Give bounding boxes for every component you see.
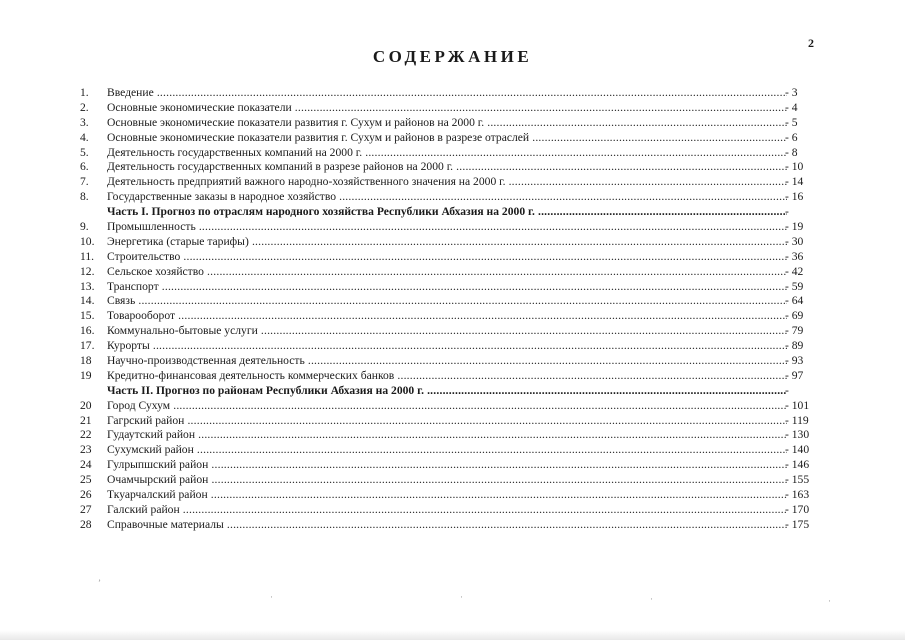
toc-entry-title: Гулрыпшский район ..... <box>107 458 787 473</box>
toc-entry-number: 3. <box>80 115 89 129</box>
toc-entry-page: - 101 <box>785 398 810 412</box>
toc-entry-number: 14. <box>80 294 95 308</box>
page-number: 2 <box>808 36 814 50</box>
toc-entry-page: - 8 <box>785 145 798 159</box>
scan-speck: · <box>650 594 653 604</box>
toc-entry-title: Коммунально-бытовые услуги ..... <box>107 324 787 339</box>
toc-entry-page: - 30 <box>785 234 804 248</box>
scan-speck: · <box>828 596 831 606</box>
toc-entry-number: 26 <box>80 488 92 502</box>
toc-entry-title: Город Сухум ..... <box>107 399 787 414</box>
toc-entry-title: Сельское хозяйство ..... <box>107 265 787 280</box>
toc-entry <box>80 339 840 354</box>
toc-entry <box>80 518 840 533</box>
toc-entry-number: 16. <box>80 324 95 338</box>
toc-entry-title: Гудаутский район ..... <box>107 428 787 443</box>
toc-entry <box>80 190 840 205</box>
page-title: СОДЕРЖАНИЕ <box>372 47 533 66</box>
toc-entry-page: - <box>785 383 789 397</box>
toc-entry-number: 24 <box>80 458 92 472</box>
toc-entry-page: - 5 <box>785 115 798 129</box>
toc-entry-number: 10. <box>80 234 95 248</box>
toc-entry-number: 8. <box>80 190 89 204</box>
page-bottom-edge <box>0 630 905 640</box>
toc-entry-title: Основные экономические показатели развития г. Сухум и районов в разрезе отраслей ..... <box>107 131 787 146</box>
toc-entry-page: - 140 <box>785 443 810 457</box>
toc-entry-title: Государственные заказы в народное хозяйство ..... <box>107 190 787 205</box>
toc-entry-number: 25 <box>80 473 92 487</box>
toc-entry-title: Курорты ..... <box>107 339 787 354</box>
toc-entry-title: Товарооборот ..... <box>107 309 787 324</box>
scan-speck: · <box>270 592 273 602</box>
toc-entry-number: 4. <box>80 130 89 144</box>
toc-entry <box>80 294 840 309</box>
toc-entry-page: - 10 <box>785 160 804 174</box>
toc-entry <box>80 309 840 324</box>
toc-entry-page: - 19 <box>785 220 804 234</box>
toc-entry <box>80 250 840 265</box>
toc-entry <box>80 503 840 518</box>
toc-entry-title: Деятельность предприятий важного народно-хозяйственного значения на 2000 г. ..... <box>107 175 787 190</box>
toc-entry-page: - 170 <box>785 502 810 516</box>
toc-entry <box>80 220 840 235</box>
scan-speck: ʼ <box>98 578 101 588</box>
toc-entry-number: 17. <box>80 339 95 353</box>
toc-entry <box>80 101 840 116</box>
toc-entry-title: Строительство ..... <box>107 250 787 265</box>
toc-entry-page: - 175 <box>785 517 810 531</box>
toc-entry <box>80 443 840 458</box>
toc-entry-number: 21 <box>80 413 92 427</box>
toc-entry-title: Промышленность ..... <box>107 220 787 235</box>
toc-entry-page: - 163 <box>785 488 810 502</box>
toc-entry-title: Энергетика (старые тарифы) ..... <box>107 235 787 250</box>
toc-entry-title: Транспорт ..... <box>107 280 787 295</box>
toc-entry-title: Деятельность государственных компаний в разрезе районов на 2000 г. ..... <box>107 160 787 175</box>
toc-section-heading <box>80 205 840 220</box>
toc-entry-number: 27 <box>80 502 92 516</box>
toc-entry-title: Справочные материалы ..... <box>107 518 787 533</box>
toc-entry <box>80 473 840 488</box>
toc-entry-page: - 6 <box>785 130 798 144</box>
toc-entry-number: 1. <box>80 86 89 99</box>
toc-entry <box>80 160 840 175</box>
toc-entry-title: Очамчырский район ..... <box>107 473 787 488</box>
toc-entry <box>80 458 840 473</box>
toc-entry-page: - 36 <box>785 249 804 263</box>
toc-entry-page: - 79 <box>785 324 804 338</box>
toc-entry-number: 12. <box>80 264 95 278</box>
toc-entry-number: 6. <box>80 160 89 174</box>
toc-entry-page: - 93 <box>785 354 804 368</box>
toc-entry <box>80 369 840 384</box>
toc-entry-page: - 130 <box>785 428 810 442</box>
toc-entry-page: - 146 <box>785 458 810 472</box>
toc-entry <box>80 414 840 429</box>
toc-entry-number: 23 <box>80 443 92 457</box>
toc-entry-title: Связь ..... <box>107 294 787 309</box>
toc-entry-number: 11. <box>80 249 95 263</box>
toc-entry-title: Основные экономические показатели ..... <box>107 101 787 116</box>
toc-entry <box>80 131 840 146</box>
toc-entry-page: - 69 <box>785 309 804 323</box>
toc-entry <box>80 175 840 190</box>
toc-section-heading <box>80 384 840 399</box>
toc-entry-page: - 97 <box>785 368 804 382</box>
toc-entry <box>80 488 840 503</box>
toc-entry-number: 15. <box>80 309 95 323</box>
toc-entry-title: Часть II. Прогноз по районам Республики Абхазия на 2000 г. ..... <box>107 384 787 399</box>
toc-entry-title: Часть I. Прогноз по отраслям народного хозяйства Республики Абхазия на 2000 г. ..... <box>107 205 787 220</box>
scan-speck: · <box>460 592 463 602</box>
toc-entry-number: 19 <box>80 368 92 382</box>
toc-entry <box>80 235 840 250</box>
toc-entry-page: - 59 <box>785 279 804 293</box>
toc-entry-page: - 14 <box>785 175 804 189</box>
toc-entry <box>80 324 840 339</box>
toc-entry-number: 9. <box>80 220 89 234</box>
toc-entry-number: 20 <box>80 398 92 412</box>
toc-entry <box>80 86 840 101</box>
toc-entry <box>80 354 840 369</box>
toc-entry-page: - 64 <box>785 294 804 308</box>
toc-entry-page: - 4 <box>785 100 798 114</box>
toc-entry-title: Ткуарчалский район ..... <box>107 488 787 503</box>
toc-entry <box>80 428 840 443</box>
toc-entry <box>80 399 840 414</box>
toc-entry-page: - 89 <box>785 339 804 353</box>
toc-entry-number: 2. <box>80 100 89 114</box>
toc-entry <box>80 146 840 161</box>
toc-entry-title: Деятельность государственных компаний на 2000 г. ..... <box>107 146 787 161</box>
toc-entry <box>80 280 840 295</box>
toc-entry-number: 28 <box>80 517 92 531</box>
toc-entry <box>80 265 840 280</box>
toc-entry-title: Основные экономические показатели развития г. Сухум и районов на 2000 г. ..... <box>107 116 787 131</box>
toc-entry-page: - 3 <box>785 86 798 99</box>
toc-entry-number: 5. <box>80 145 89 159</box>
toc-entry-title: Галский район ..... <box>107 503 787 518</box>
toc-entry-page: - 16 <box>785 190 804 204</box>
toc-entry-title: Научно-производственная деятельность ..... <box>107 354 787 369</box>
toc-entry-title: Сухумский район ..... <box>107 443 787 458</box>
toc-entry-number: 7. <box>80 175 89 189</box>
toc-entry-page: - 155 <box>785 473 810 487</box>
toc-entry-page: - 119 <box>785 413 809 427</box>
toc-entry-number: 22 <box>80 428 92 442</box>
toc-entry-page: - 42 <box>785 264 804 278</box>
toc-entry-number: 18 <box>80 354 92 368</box>
toc-entry-title: Гагрский район ..... <box>107 414 787 429</box>
toc-entry-title: Кредитно-финансовая деятельность коммерческих банков ..... <box>107 369 787 384</box>
toc-entry-title: Введение ..... <box>107 86 787 101</box>
table-of-contents <box>80 86 840 533</box>
toc-entry-number: 13. <box>80 279 95 293</box>
toc-entry-page: - <box>785 205 789 219</box>
toc-entry <box>80 116 840 131</box>
